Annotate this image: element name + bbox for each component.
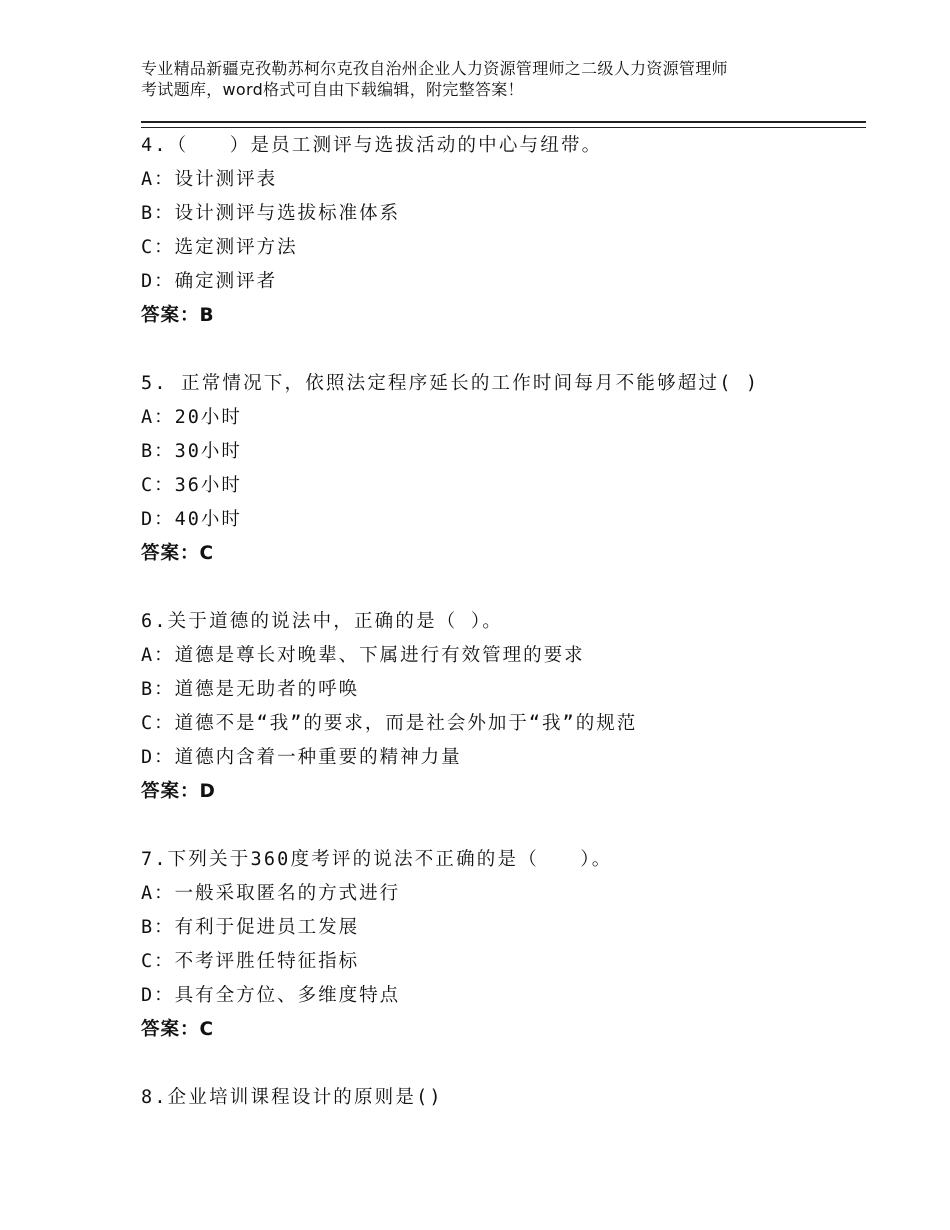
question-list: [141, 129, 841, 1149]
question-stem: 6.关于道德的说法中，正确的是（ ）。: [141, 611, 503, 632]
question-stem: 4.（ ）是员工测评与选拔活动的中心与纽带。: [141, 135, 603, 156]
option-d: D：具有全方位、多维度特点: [141, 985, 401, 1006]
option-c: C：道德不是“我”的要求，而是社会外加于“我”的规范: [141, 713, 638, 734]
option-b: B：有利于促进员工发展: [141, 917, 360, 938]
question-5: [141, 367, 841, 571]
header-line-2: 考试题库，word格式可自由下载编辑，附完整答案！: [141, 80, 524, 99]
document-header: [141, 58, 841, 100]
question-stem: 5. 正常情况下，依照法定程序延长的工作时间每月不能够超过( ): [141, 373, 760, 394]
answer-label: 答案：C: [141, 1019, 215, 1040]
answer-label: 答案：C: [141, 543, 215, 564]
option-a: A：道德是尊长对晚辈、下属进行有效管理的要求: [141, 645, 585, 666]
option-c: C：不考评胜任特征指标: [141, 951, 360, 972]
question-8: [141, 1081, 841, 1115]
option-c: C：选定测评方法: [141, 237, 298, 258]
question-7: [141, 843, 841, 1047]
header-line-1: 专业精品新疆克孜勒苏柯尔克孜自治州企业人力资源管理师之二级人力资源管理师: [141, 59, 728, 78]
option-c: C：36小时: [141, 475, 242, 496]
option-d: D：道德内含着一种重要的精神力量: [141, 747, 462, 768]
option-a: A：20小时: [141, 407, 242, 428]
question-stem: 7.下列关于360度考评的说法不正确的是（ ）。: [141, 849, 613, 870]
answer-label: 答案：B: [141, 305, 215, 326]
option-b: B：道德是无助者的呼唤: [141, 679, 360, 700]
option-d: D：40小时: [141, 509, 242, 530]
header-divider: [141, 121, 866, 128]
option-b: B：30小时: [141, 441, 242, 462]
question-4: [141, 129, 841, 333]
question-stem: 8.企业培训课程设计的原则是(): [141, 1087, 443, 1108]
option-b: B：设计测评与选拔标准体系: [141, 203, 401, 224]
question-6: [141, 605, 841, 809]
option-d: D：确定测评者: [141, 271, 278, 292]
answer-label: 答案：D: [141, 781, 216, 802]
option-a: A：一般采取匿名的方式进行: [141, 883, 401, 904]
option-a: A：设计测评表: [141, 169, 278, 190]
